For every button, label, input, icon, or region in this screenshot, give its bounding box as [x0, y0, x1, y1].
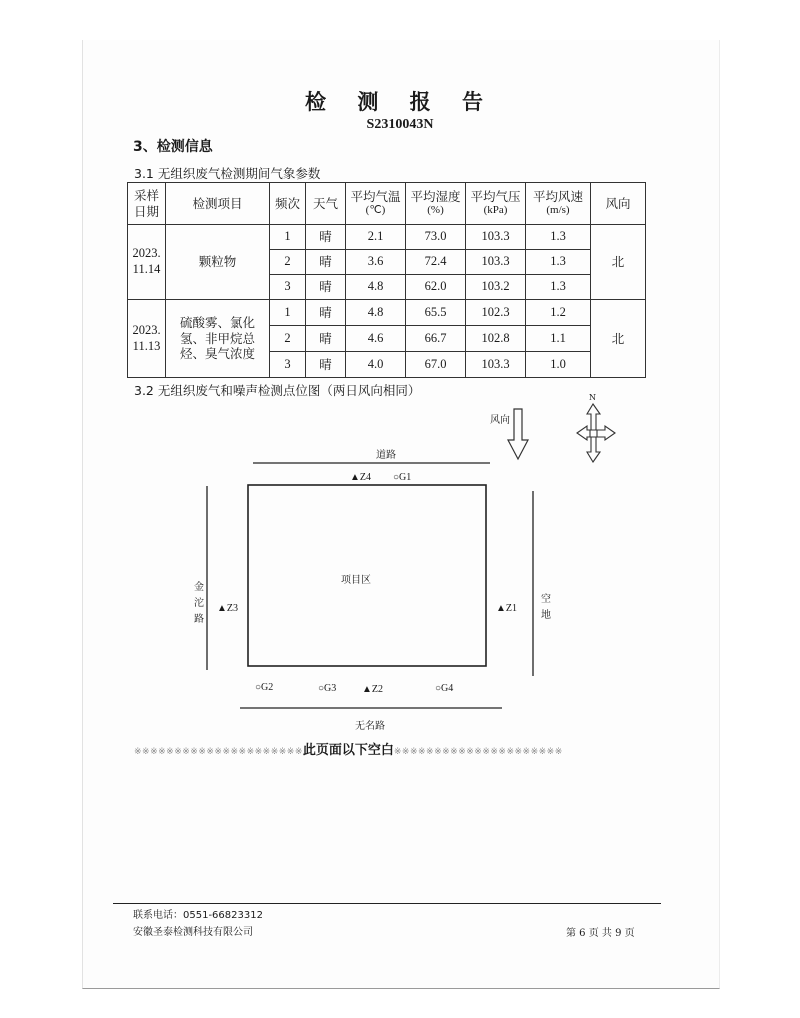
header-pressure-unit: (kPa) [483, 204, 508, 217]
cell-humidity: 72.4 [406, 250, 466, 275]
cell-weather: 晴 [306, 352, 346, 378]
point-z1: ▲Z1 [496, 603, 518, 614]
header-humidity-unit: (%) [427, 204, 444, 217]
wind-label: 风向 [490, 415, 510, 426]
cell-pressure: 103.2 [466, 275, 526, 300]
cell-freq: 1 [270, 300, 306, 326]
header-temp-label: 平均气温 [350, 188, 401, 204]
cell-weather: 晴 [306, 225, 346, 250]
point-g1: ○G1 [393, 472, 412, 483]
cell-weather: 晴 [306, 275, 346, 300]
cell-wind-dir: 北 [591, 300, 646, 378]
point-g4: ○G4 [435, 683, 454, 694]
header-date: 采样日期 [128, 183, 166, 225]
cell-pressure: 103.3 [466, 225, 526, 250]
cell-date: 2023.11.14 [128, 225, 166, 300]
table-caption: 3.1 无组织废气检测期间气象参数 [134, 166, 321, 181]
cell-wind-speed: 1.3 [526, 250, 591, 275]
footer-phone: 联系电话：0551-66823312 [133, 910, 263, 921]
road-bottom-label: 无名路 [355, 721, 385, 732]
blank-page-notice [134, 739, 614, 758]
cell-freq: 2 [270, 326, 306, 352]
cell-item: 颗粒物 [166, 225, 270, 300]
point-g2: ○G2 [255, 682, 274, 693]
point-z2: ▲Z2 [362, 684, 384, 695]
cell-humidity: 66.7 [406, 326, 466, 352]
cell-wind-speed: 1.3 [526, 275, 591, 300]
header-humidity-label: 平均湿度 [410, 188, 461, 204]
road-right-label: 空地 [541, 594, 551, 621]
cell-humidity: 73.0 [406, 225, 466, 250]
cell-humidity: 62.0 [406, 275, 466, 300]
point-z4: ▲Z4 [350, 472, 372, 483]
header-wind-speed-label: 平均风速 [532, 188, 583, 204]
cell-pressure: 102.8 [466, 326, 526, 352]
header-temp-unit: (℃) [365, 204, 386, 217]
map-caption: 3.2 无组织废气和噪声检测点位图（两日风向相同） [134, 383, 421, 398]
cell-temp: 2.1 [346, 225, 406, 250]
cell-temp: 4.8 [346, 275, 406, 300]
road-top-label: 道路 [376, 450, 396, 461]
cell-freq: 2 [270, 250, 306, 275]
cell-item: 硫酸雾、氯化氢、非甲烷总烃、臭气浓度 [166, 300, 270, 378]
cell-weather: 晴 [306, 300, 346, 326]
footer-divider [113, 903, 661, 904]
header-pressure-label: 平均气压 [470, 188, 521, 204]
cell-pressure: 102.3 [466, 300, 526, 326]
blank-notice-text: 此页面以下空白 [302, 743, 394, 758]
footer-company: 安徽圣泰检测科技有限公司 [133, 927, 253, 938]
cell-temp: 4.6 [346, 326, 406, 352]
cell-wind-speed: 1.0 [526, 352, 591, 378]
header-wind-dir: 风向 [591, 183, 646, 225]
cell-humidity: 67.0 [406, 352, 466, 378]
stars-right: ※※※※※※※※※※※※※※※※※※※※※ [393, 747, 563, 757]
north-label: N [589, 393, 596, 402]
cell-temp: 3.6 [346, 250, 406, 275]
cell-freq: 1 [270, 225, 306, 250]
wind-arrow-icon [508, 409, 528, 459]
road-left-label: 金沱路 [194, 582, 204, 625]
cell-pressure: 103.3 [466, 250, 526, 275]
cell-weather: 晴 [306, 326, 346, 352]
header-item: 检测项目 [166, 183, 270, 225]
cell-humidity: 65.5 [406, 300, 466, 326]
header-wind-speed-unit: (m/s) [546, 204, 570, 217]
cell-temp: 4.8 [346, 300, 406, 326]
report-number: S2310043N [366, 117, 434, 132]
project-area-label: 项目区 [341, 575, 371, 586]
report-title: 检 测 报 告 [305, 89, 495, 114]
cell-wind-dir: 北 [591, 225, 646, 300]
cell-weather: 晴 [306, 250, 346, 275]
cell-wind-speed: 1.3 [526, 225, 591, 250]
footer-page-number: 第 6 页 共 9 页 [566, 928, 635, 939]
cell-temp: 4.0 [346, 352, 406, 378]
cell-freq: 3 [270, 275, 306, 300]
compass-icon [577, 404, 615, 462]
header-freq: 频次 [270, 183, 306, 225]
cell-date: 2023.11.13 [128, 300, 166, 378]
section-heading: 3、检测信息 [133, 139, 213, 155]
cell-wind-speed: 1.1 [526, 326, 591, 352]
cell-pressure: 103.3 [466, 352, 526, 378]
stars-left: ※※※※※※※※※※※※※※※※※※※※※ [134, 747, 303, 757]
point-g3: ○G3 [318, 683, 337, 694]
point-z3: ▲Z3 [217, 603, 239, 614]
cell-wind-speed: 1.2 [526, 300, 591, 326]
header-weather: 天气 [306, 183, 346, 225]
cell-freq: 3 [270, 352, 306, 378]
